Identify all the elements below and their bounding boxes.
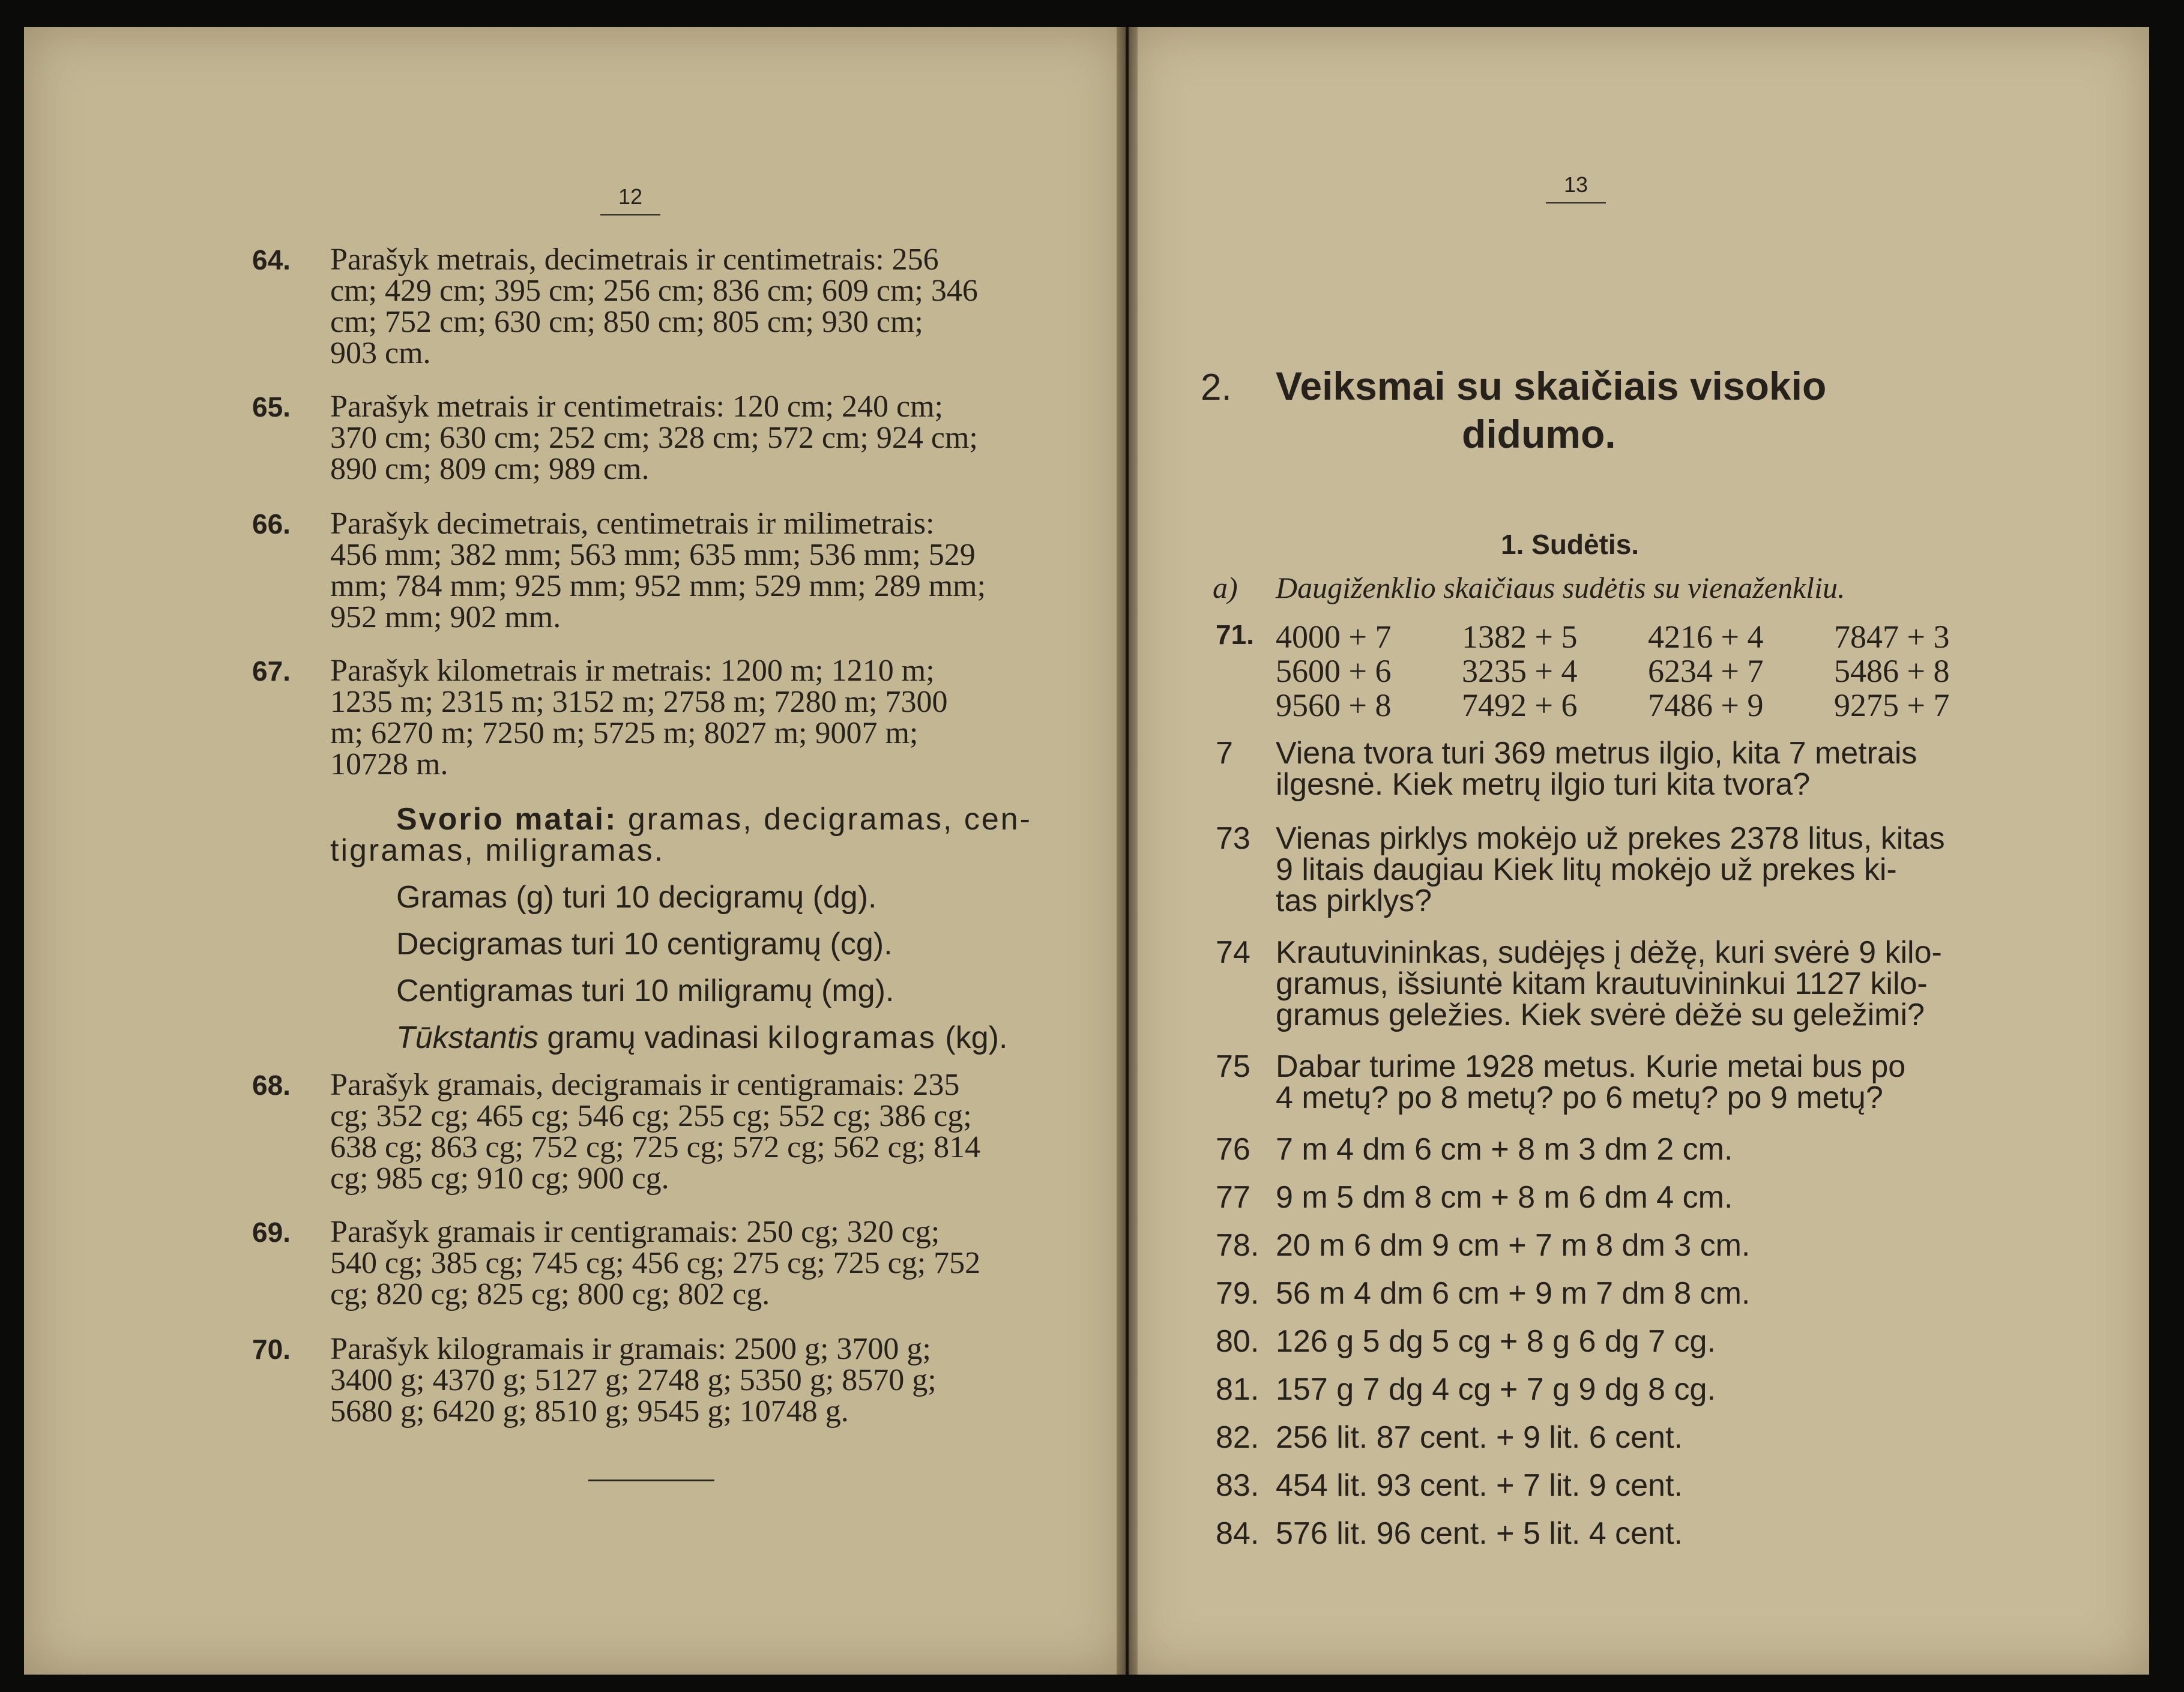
text-line: 1235 m; 2315 m; 3152 m; 2758 m; 7280 m; 7300 — [330, 685, 948, 719]
text-line: Parašyk metrais, decimetrais ir centimetrais: 256 — [330, 242, 939, 277]
sum-line: 576 lit. 96 cent. + 5 lit. 4 cent. — [1276, 1516, 1683, 1551]
definition-line: Centigramas turi 10 miligramų (mg). — [396, 974, 894, 1008]
text-line: Parašyk decimetrais, centimetrais ir milimetrais: — [330, 507, 935, 541]
exercise-number: 71. — [1216, 619, 1254, 650]
sum-line: 454 lit. 93 cent. + 7 lit. 9 cent. — [1276, 1468, 1683, 1503]
text-line: Krautuvininkas, sudėjęs į dėžę, kuri svėrė 9 kilo- — [1276, 935, 1942, 970]
text-line: Dabar turime 1928 metus. Kurie metai bus po — [1276, 1049, 1906, 1084]
chapter-title: Veiksmai su skaičiais visokio — [1276, 364, 1827, 408]
section-title: 1. Sudėtis. — [1501, 529, 1640, 560]
text-line: cg; 985 cg; 910 cg; 900 cg. — [330, 1161, 669, 1196]
exercise-number: 76 — [1216, 1132, 1250, 1167]
kilogram-definition: Tūkstantis gramų vadinasi kilogramas (kg). — [396, 1020, 1008, 1055]
sum-line: 7 m 4 dm 6 cm + 8 m 3 dm 2 cm. — [1276, 1132, 1733, 1167]
exercise-number: 73 — [1216, 821, 1250, 856]
text-line: 3400 g; 4370 g; 5127 g; 2748 g; 5350 g; 8570 g; — [330, 1363, 937, 1397]
text-line: 9 litais daugiau Kiek litų mokėjo už prekes ki- — [1276, 852, 1897, 887]
grid-cell: 9560 + 8 — [1276, 687, 1392, 723]
weights-heading-cont: tigramas, miligramas. — [330, 833, 665, 868]
exercise-number: 70. — [252, 1334, 291, 1365]
text-line: Viena tvora turi 369 metrus ilgio, kita 7 metrais — [1276, 736, 1917, 771]
definition-line: Decigramas turi 10 centigramų (cg). — [396, 927, 893, 962]
exercise-number: 65. — [252, 391, 291, 423]
text-line: cg; 352 cg; 465 cg; 546 cg; 255 cg; 552 cg; 386 cg; — [330, 1099, 972, 1133]
text-line: 10728 m. — [330, 747, 448, 781]
text-line: Parašyk gramais ir centigramais: 250 cg; 320 cg; — [330, 1215, 940, 1249]
text-line: 952 mm; 902 mm. — [330, 600, 561, 634]
text-line: 903 cm. — [330, 336, 431, 370]
chapter-title-cont: didumo. — [1462, 412, 1616, 456]
exercise-number: 82. — [1216, 1420, 1259, 1455]
text-line: Parašyk metrais ir centimetrais: 120 cm; 240 cm; — [330, 390, 943, 424]
text-line: 540 cg; 385 cg; 745 cg; 456 cg; 275 cg; 725 cg; 752 — [330, 1246, 981, 1280]
grid-cell: 3235 + 4 — [1462, 653, 1578, 689]
text-line: Parašyk kilogramais ir gramais: 2500 g; 3700 g; — [330, 1332, 931, 1366]
grid-cell: 4000 + 7 — [1276, 619, 1392, 655]
text-line: 890 cm; 809 cm; 989 cm. — [330, 452, 650, 486]
exercise-number: 64. — [252, 244, 291, 275]
grid-cell: 5486 + 8 — [1834, 653, 1950, 689]
grid-cell: 7847 + 3 — [1834, 619, 1950, 655]
grid-cell: 7492 + 6 — [1462, 687, 1578, 723]
exercise-number: 80. — [1216, 1324, 1259, 1359]
text-line: mm; 784 mm; 925 mm; 952 mm; 529 mm; 289 mm; — [330, 569, 986, 603]
sum-line: 9 m 5 dm 8 cm + 8 m 6 dm 4 cm. — [1276, 1180, 1733, 1215]
grid-cell: 7486 + 9 — [1648, 687, 1764, 723]
grid-cell: 5600 + 6 — [1276, 653, 1392, 689]
exercise-number: 67. — [252, 655, 291, 687]
text-line: ilgesnė. Kiek metrų ilgio turi kita tvora? — [1276, 767, 1811, 802]
text-line: 456 mm; 382 mm; 563 mm; 635 mm; 536 mm; 529 — [330, 538, 976, 572]
sum-line: 20 m 6 dm 9 cm + 7 m 8 dm 3 cm. — [1276, 1228, 1751, 1263]
exercise-number: 66. — [252, 508, 291, 540]
text-line: Vienas pirklys mokėjo už prekes 2378 litus, kitas — [1276, 821, 1945, 856]
weights-heading: Svorio matai: gramas, decigramas, cen- — [396, 802, 1032, 837]
text-line: cm; 752 cm; 630 cm; 850 cm; 805 cm; 930 cm; — [330, 305, 923, 339]
exercise-number: 79. — [1216, 1276, 1259, 1311]
exercise-number: 74 — [1216, 935, 1250, 970]
exercise-number: 69. — [252, 1217, 291, 1248]
text-line: 638 cg; 863 cg; 752 cg; 725 cg; 572 cg; 562 cg; 814 — [330, 1130, 981, 1164]
text-line: Parašyk kilometrais ir metrais: 1200 m; 1210 m; — [330, 654, 935, 688]
text-line: 5680 g; 6420 g; 8510 g; 9545 g; 10748 g. — [330, 1394, 849, 1429]
grid-cell: 1382 + 5 — [1462, 619, 1578, 655]
exercise-number: 83. — [1216, 1468, 1259, 1503]
book-spine — [1117, 27, 1138, 1675]
text-line: cg; 820 cg; 825 cg; 800 cg; 802 cg. — [330, 1277, 770, 1311]
text-line: m; 6270 m; 7250 m; 5725 m; 8027 m; 9007 m; — [330, 716, 919, 750]
exercise-number: 77 — [1216, 1180, 1250, 1215]
sum-line: 126 g 5 dg 5 cg + 8 g 6 dg 7 cg. — [1276, 1324, 1716, 1359]
exercise-number: 75 — [1216, 1049, 1250, 1084]
exercise-number: 68. — [252, 1070, 291, 1101]
definition-line: Gramas (g) turi 10 decigramų (dg). — [396, 880, 877, 915]
grid-cell: 6234 + 7 — [1648, 653, 1764, 689]
text-line: gramus geležies. Kiek svėrė dėžė su geležimi? — [1276, 998, 1925, 1032]
exercise-number: 7 — [1216, 736, 1233, 771]
subsection-title: Daugiženklio skaičiaus sudėtis su vienaženkliu. — [1276, 571, 1845, 604]
grid-cell: 9275 + 7 — [1834, 687, 1950, 723]
end-divider — [588, 1480, 714, 1481]
left-page — [24, 27, 1126, 1675]
text-line: 370 cm; 630 cm; 252 cm; 328 cm; 572 cm; 924 cm; — [330, 421, 978, 455]
text-line: 4 metų? po 8 metų? po 6 metų? po 9 metų? — [1276, 1080, 1883, 1115]
text-line: gramus, išsiuntė kitam krautuvininkui 1127 kilo- — [1276, 966, 1928, 1001]
sum-line: 256 lit. 87 cent. + 9 lit. 6 cent. — [1276, 1420, 1683, 1455]
exercise-number: 78. — [1216, 1228, 1259, 1263]
sum-line: 157 g 7 dg 4 cg + 7 g 9 dg 8 cg. — [1276, 1372, 1716, 1407]
subsection-letter: a) — [1213, 571, 1238, 604]
exercise-number: 84. — [1216, 1516, 1259, 1551]
text-line: cm; 429 cm; 395 cm; 256 cm; 836 cm; 609 cm; 346 — [330, 274, 978, 308]
page-number: 12 — [600, 184, 660, 215]
sum-line: 56 m 4 dm 6 cm + 9 m 7 dm 8 cm. — [1276, 1276, 1751, 1311]
exercise-number: 81. — [1216, 1372, 1259, 1407]
text-line: Parašyk gramais, decigramais ir centigramais: 235 — [330, 1068, 960, 1102]
right-page — [1129, 27, 2149, 1675]
text-line: tas pirklys? — [1276, 884, 1432, 918]
grid-cell: 4216 + 4 — [1648, 619, 1764, 655]
page-number: 13 — [1546, 172, 1606, 203]
chapter-number: 2. — [1201, 367, 1232, 408]
